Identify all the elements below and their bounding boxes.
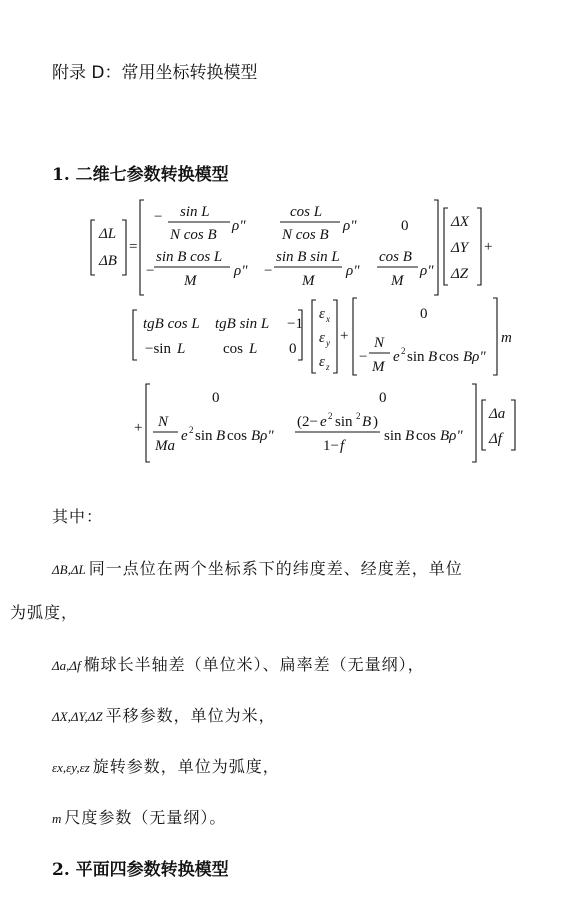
svg-text:Δf: Δf xyxy=(489,431,502,447)
svg-text:sin L: sin L xyxy=(180,204,210,220)
definition-text: 旋转参数，单位为弧度， xyxy=(92,757,280,776)
svg-text:−: − xyxy=(264,263,273,279)
svg-text:tgB cos L: tgB cos L xyxy=(143,316,200,332)
svg-text:x: x xyxy=(326,314,330,324)
definition-delta-a-f xyxy=(52,652,425,675)
svg-text:sin: sin xyxy=(335,414,353,430)
svg-text:B: B xyxy=(216,428,226,444)
definition-text: 同一点位在两个坐标系下的纬度差、经度差，单位 xyxy=(88,559,463,578)
svg-text:B: B xyxy=(428,349,438,365)
svg-text:2: 2 xyxy=(401,346,406,356)
svg-text:L: L xyxy=(249,341,258,357)
svg-text:N: N xyxy=(158,414,169,430)
svg-text:−: − xyxy=(154,209,163,225)
svg-text:+: + xyxy=(484,239,493,255)
svg-text:B: B xyxy=(362,414,372,430)
svg-text:tgB sin L: tgB sin L xyxy=(215,316,270,332)
appendix-title: 附录 D：常用坐标转换模型 xyxy=(52,63,258,83)
section-1-number: 1. xyxy=(52,165,70,185)
svg-text:e: e xyxy=(393,349,400,365)
svg-text:N: N xyxy=(374,335,385,351)
svg-text:N cos B: N cos B xyxy=(282,227,329,243)
svg-text:N cos B: N cos B xyxy=(170,227,217,243)
svg-text:ρ": ρ" xyxy=(420,263,434,279)
svg-text:z: z xyxy=(326,362,330,372)
svg-text:0: 0 xyxy=(420,306,428,322)
svg-text:f: f xyxy=(340,438,345,454)
svg-text:ΔX: ΔX xyxy=(451,214,469,230)
definition-symbol: ΔX,ΔY,ΔZ xyxy=(52,709,103,724)
definition-rotation xyxy=(52,754,280,777)
svg-text:cos: cos xyxy=(223,341,243,357)
svg-text:e: e xyxy=(181,428,188,444)
section-1-title: 二维七参数转换模型 xyxy=(75,165,229,185)
definition-text: 平移参数，单位为米， xyxy=(105,706,276,725)
svg-text:ΔL: ΔL xyxy=(99,226,117,242)
definition-symbol: m xyxy=(52,811,62,826)
where-label: 其中： xyxy=(52,507,104,526)
svg-text:sin B sin L: sin B sin L xyxy=(276,249,340,265)
svg-text:ε: ε xyxy=(319,354,325,370)
svg-text:e: e xyxy=(320,414,327,430)
svg-text:Δa: Δa xyxy=(489,406,506,422)
svg-text:−: − xyxy=(359,349,368,365)
svg-text:Bρ": Bρ" xyxy=(440,428,463,444)
svg-text:2: 2 xyxy=(356,411,361,421)
definition-continuation: 为弧度， xyxy=(10,603,79,622)
svg-text:Bρ": Bρ" xyxy=(251,428,274,444)
svg-text:2: 2 xyxy=(328,411,333,421)
svg-text:M: M xyxy=(184,273,197,289)
svg-text:m: m xyxy=(501,330,512,346)
svg-text:−sin: −sin xyxy=(145,341,171,357)
svg-text:0: 0 xyxy=(289,341,297,357)
svg-text:M: M xyxy=(302,273,315,289)
section-2-number: 2. xyxy=(52,860,70,880)
definition-symbol: Δa,Δf xyxy=(52,658,81,673)
svg-text:): ) xyxy=(373,414,378,430)
svg-text:L: L xyxy=(177,341,186,357)
section-2-heading xyxy=(52,855,229,880)
definition-text: 椭球长半轴差（单位米）、扁率差（无量纲）， xyxy=(83,655,425,674)
svg-text:ε: ε xyxy=(319,330,325,346)
svg-text:+: + xyxy=(134,420,143,436)
svg-text:B: B xyxy=(405,428,415,444)
svg-text:sin: sin xyxy=(407,349,425,365)
svg-text:sin: sin xyxy=(384,428,402,444)
svg-text:=: = xyxy=(129,239,138,255)
svg-text:ε: ε xyxy=(319,306,325,322)
section-2-title: 平面四参数转换模型 xyxy=(75,860,229,880)
definition-scale xyxy=(52,805,226,828)
svg-text:Ma: Ma xyxy=(155,438,175,454)
svg-text:0: 0 xyxy=(379,390,387,406)
svg-text:ρ": ρ" xyxy=(232,218,246,234)
svg-text:0: 0 xyxy=(212,390,220,406)
svg-text:2: 2 xyxy=(189,425,194,435)
svg-text:sin B cos L: sin B cos L xyxy=(156,249,223,265)
svg-text:ρ": ρ" xyxy=(346,263,360,279)
svg-text:(2−: (2− xyxy=(297,414,318,430)
svg-text:+: + xyxy=(340,328,349,344)
definition-symbol: ΔB,ΔL xyxy=(52,562,86,577)
svg-text:Bρ": Bρ" xyxy=(463,349,486,365)
definition-text: 尺度参数（无量纲）。 xyxy=(64,808,227,827)
svg-text:ΔZ: ΔZ xyxy=(451,266,469,282)
svg-text:ΔY: ΔY xyxy=(451,240,469,256)
svg-text:ρ": ρ" xyxy=(343,218,357,234)
definition-symbol: εx,εy,εz xyxy=(52,760,90,775)
svg-text:sin: sin xyxy=(195,428,213,444)
svg-text:cos: cos xyxy=(439,349,459,365)
svg-text:ρ": ρ" xyxy=(234,263,248,279)
svg-text:cos B: cos B xyxy=(379,249,412,265)
svg-text:M: M xyxy=(391,273,404,289)
svg-text:1−: 1− xyxy=(323,438,339,454)
seven-parameter-formula xyxy=(0,190,578,475)
svg-text:0: 0 xyxy=(401,218,409,234)
section-1-heading xyxy=(52,160,229,185)
svg-text:cos: cos xyxy=(227,428,247,444)
svg-text:cos: cos xyxy=(416,428,436,444)
definition-delta-b-l xyxy=(52,556,463,579)
svg-text:y: y xyxy=(326,338,330,348)
svg-text:cos L: cos L xyxy=(290,204,323,220)
svg-text:−: − xyxy=(146,263,155,279)
svg-text:M: M xyxy=(372,359,385,375)
svg-text:−1: −1 xyxy=(287,316,303,332)
definition-translation xyxy=(52,703,276,726)
svg-text:ΔB: ΔB xyxy=(99,253,117,269)
